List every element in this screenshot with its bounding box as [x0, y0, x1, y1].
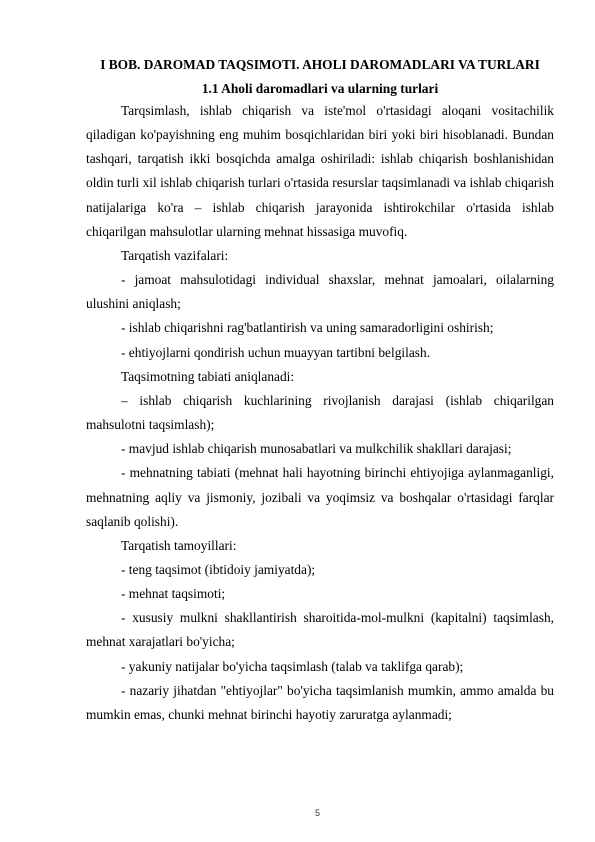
body-text: [86, 99, 554, 727]
paragraph: Tarqsimlash, ishlab chiqarish va iste'mol o'rtasidagi aloqani vositachilik qiladigan ko'payishning eng muhim bosqichlaridan biri yoki biri hisoblanadi. Bundan tashqari, tarqatish ikki bosqichda amalga oshiriladi: ishlab chiqarish boshlanishidan oldin turli xil ishlab chiqarish turlari o'rtasida resurslar taqsimlanadi va ishlab chiqarish natijalariga ko'ra – ishlab chiqarish jarayonida ishtirokchilar o'rtasida ishlab chiqarilgan mahsulotlar ularning mehnat hissasiga muvofiq.: [86, 103, 554, 239]
page-number: 5: [314, 808, 320, 818]
list-item: - jamoat mahsulotidagi individual shaxslar, mehnat jamoalari, oilalarning ulushini aniqlash;: [86, 272, 554, 312]
paragraph: Taqsimotning tabiati aniqlanadi:: [121, 368, 295, 384]
list-item: - nazariy jihatdan "ehtiyojlar" bo'yicha taqsimlanish mumkin, ammo amalda bu mumkin emas, chunki mehnat birinchi hayotiy zaruratga aylanmadi;: [86, 682, 554, 722]
list-item: – ishlab chiqarish kuchlarining rivojlanish darajasi (ishlab chiqarilgan mahsulotni taqsimlash);: [86, 392, 554, 433]
list-item: - ehtiyojlarni qondirish uchun muayyan tartibni belgilash.: [121, 344, 431, 360]
list-item: - mehnat taqsimoti;: [121, 586, 226, 602]
list-item: - mehnatning tabiati (mehnat hali hayotning birinchi ehtiyojiga aylanmaganligi, mehnatning aqliy va jismoniy, jozibali va yoqimsiz va boshqalar o'rtasidagi farqlar saqlanib qolishi).: [86, 465, 554, 529]
list-item: - mavjud ishlab chiqarish munosabatlari va mulkchilik shakllari darajasi;: [121, 441, 512, 457]
list-item: - teng taqsimot (ibtidoiy jamiyatda);: [121, 561, 316, 577]
list-item: - yakuniy natijalar bo'yicha taqsimlash (talab va taklifga qarab);: [121, 658, 464, 674]
section-title: 1.1 Aholi daromadlari va ularning turlari: [201, 81, 439, 96]
list-item: - xususiy mulkni shakllantirish sharoitida-mol-mulkni (kapitalni) taqsimlash, mehnat xarajatlari bo'yicha;: [86, 610, 554, 650]
paragraph: Tarqatish vazifalari:: [121, 247, 229, 263]
chapter-title: I BOB. DAROMAD TAQSIMOTI. AHOLI DAROMADLARI VA TURLARI: [100, 57, 540, 72]
paragraph: Tarqatish tamoyillari:: [121, 537, 237, 553]
list-item: - ishlab chiqarishni rag'batlantirish va uning samaradorligini oshirish;: [121, 320, 494, 336]
